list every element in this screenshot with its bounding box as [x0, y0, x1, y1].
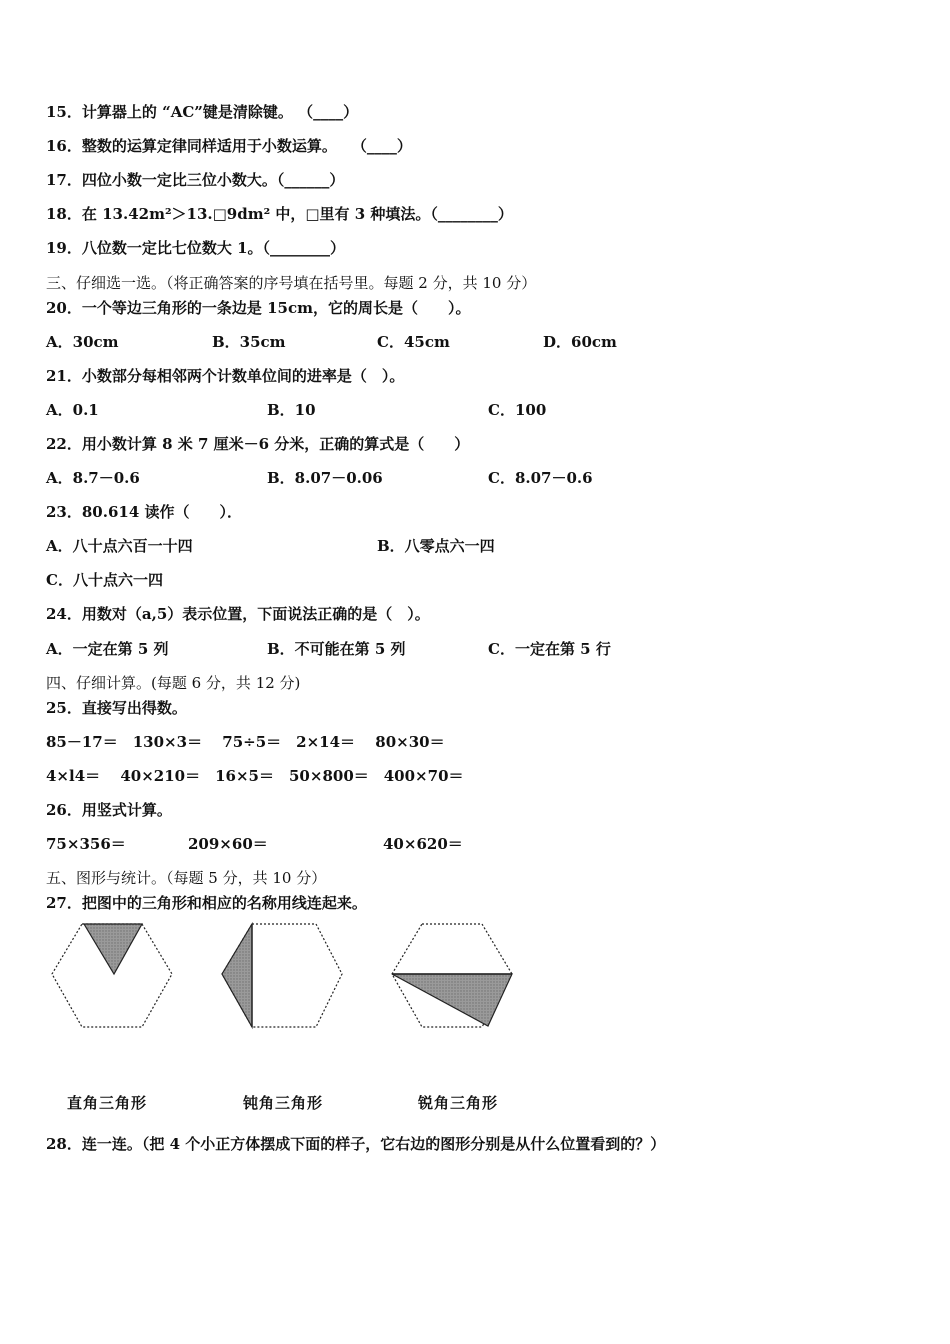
hexagon-figure-3	[388, 918, 518, 1034]
q21-option-c: C．100	[488, 401, 547, 419]
question-23: 23．80.614 读作（ ）．	[46, 503, 243, 521]
q26-item-2: 209×60＝	[188, 835, 268, 853]
q23-option-a: A．八十点六百一十四	[46, 537, 193, 555]
section-4-heading: 四、仔细计算。(每题 6 分，共 12 分)	[46, 674, 301, 692]
question-24: 24．用数对（a,5）表示位置，下面说法正确的是（ ）。	[46, 605, 430, 623]
question-18: 18．在 13.42m²＞13.□9dm² 中，□里有 3 种填法。（________）	[46, 205, 513, 223]
q24-option-b: B．不可能在第 5 列	[267, 640, 406, 658]
q26-item-3: 40×620＝	[383, 835, 463, 853]
shaded-triangle-3	[392, 974, 512, 1026]
question-16: 16．整数的运算定律同样适用于小数运算。 （____）	[46, 137, 412, 155]
question-20: 20．一个等边三角形的一条边是 15cm，它的周长是（ ）。	[46, 299, 471, 317]
q23-option-c: C．八十点六一四	[46, 571, 163, 589]
section-3-heading: 三、仔细选一选。（将正确答案的序号填在括号里。每题 2 分，共 10 分）	[46, 274, 537, 292]
q20-option-c: C．45cm	[377, 333, 450, 351]
question-17: 17．四位小数一定比三位小数大。（______）	[46, 171, 345, 189]
label-right-triangle: 直角三角形	[67, 1094, 148, 1112]
hexagon-figure-2	[218, 918, 348, 1034]
section-5-heading: 五、图形与统计。（每题 5 分，共 10 分）	[46, 869, 327, 887]
q24-option-a: A．一定在第 5 列	[46, 640, 169, 658]
q21-option-b: B．10	[267, 401, 316, 419]
q20-option-a: A．30cm	[46, 333, 119, 351]
question-21: 21．小数部分每相邻两个计数单位间的进率是（ ）。	[46, 367, 405, 385]
q24-option-c: C．一定在第 5 行	[488, 640, 611, 658]
q21-option-a: A．0.1	[46, 401, 99, 419]
q20-option-d: D．60cm	[543, 333, 617, 351]
shaded-triangle-2	[222, 924, 252, 1027]
q20-option-b: B．35cm	[212, 333, 286, 351]
q22-option-b: B．8.07－0.06	[267, 469, 383, 487]
q23-option-b: B．八零点六一四	[377, 537, 495, 555]
question-28: 28．连一连。（把 4 个小正方体摆成下面的样子，它右边的图形分别是从什么位置看到的？）	[46, 1135, 666, 1153]
question-19: 19．八位数一定比七位数大 1。（________）	[46, 239, 346, 257]
shaded-triangle-1	[84, 924, 142, 974]
label-acute-triangle: 锐角三角形	[418, 1094, 499, 1112]
q22-option-a: A．8.7－0.6	[46, 469, 140, 487]
question-25: 25．直接写出得数。	[46, 699, 187, 717]
question-15: 15．计算器上的 “AC”键是清除键。 （____）	[46, 103, 359, 121]
q22-option-c: C．8.07－0.6	[488, 469, 593, 487]
hexagon-figure-1	[48, 918, 178, 1034]
q25-row-1: 85－17＝ 130×3＝ 75÷5＝ 2×14＝ 80×30＝	[46, 733, 445, 751]
q25-row-2: 4×l4＝ 40×210＝ 16×5＝ 50×800＝ 400×70＝	[46, 767, 464, 785]
question-26: 26．用竖式计算。	[46, 801, 172, 819]
label-obtuse-triangle: 钝角三角形	[243, 1094, 324, 1112]
q26-item-1: 75×356＝	[46, 835, 126, 853]
question-22: 22．用小数计算 8 米 7 厘米－6 分米，正确的算式是（ ）	[46, 435, 470, 453]
question-27: 27．把图中的三角形和相应的名称用线连起来。	[46, 894, 367, 912]
